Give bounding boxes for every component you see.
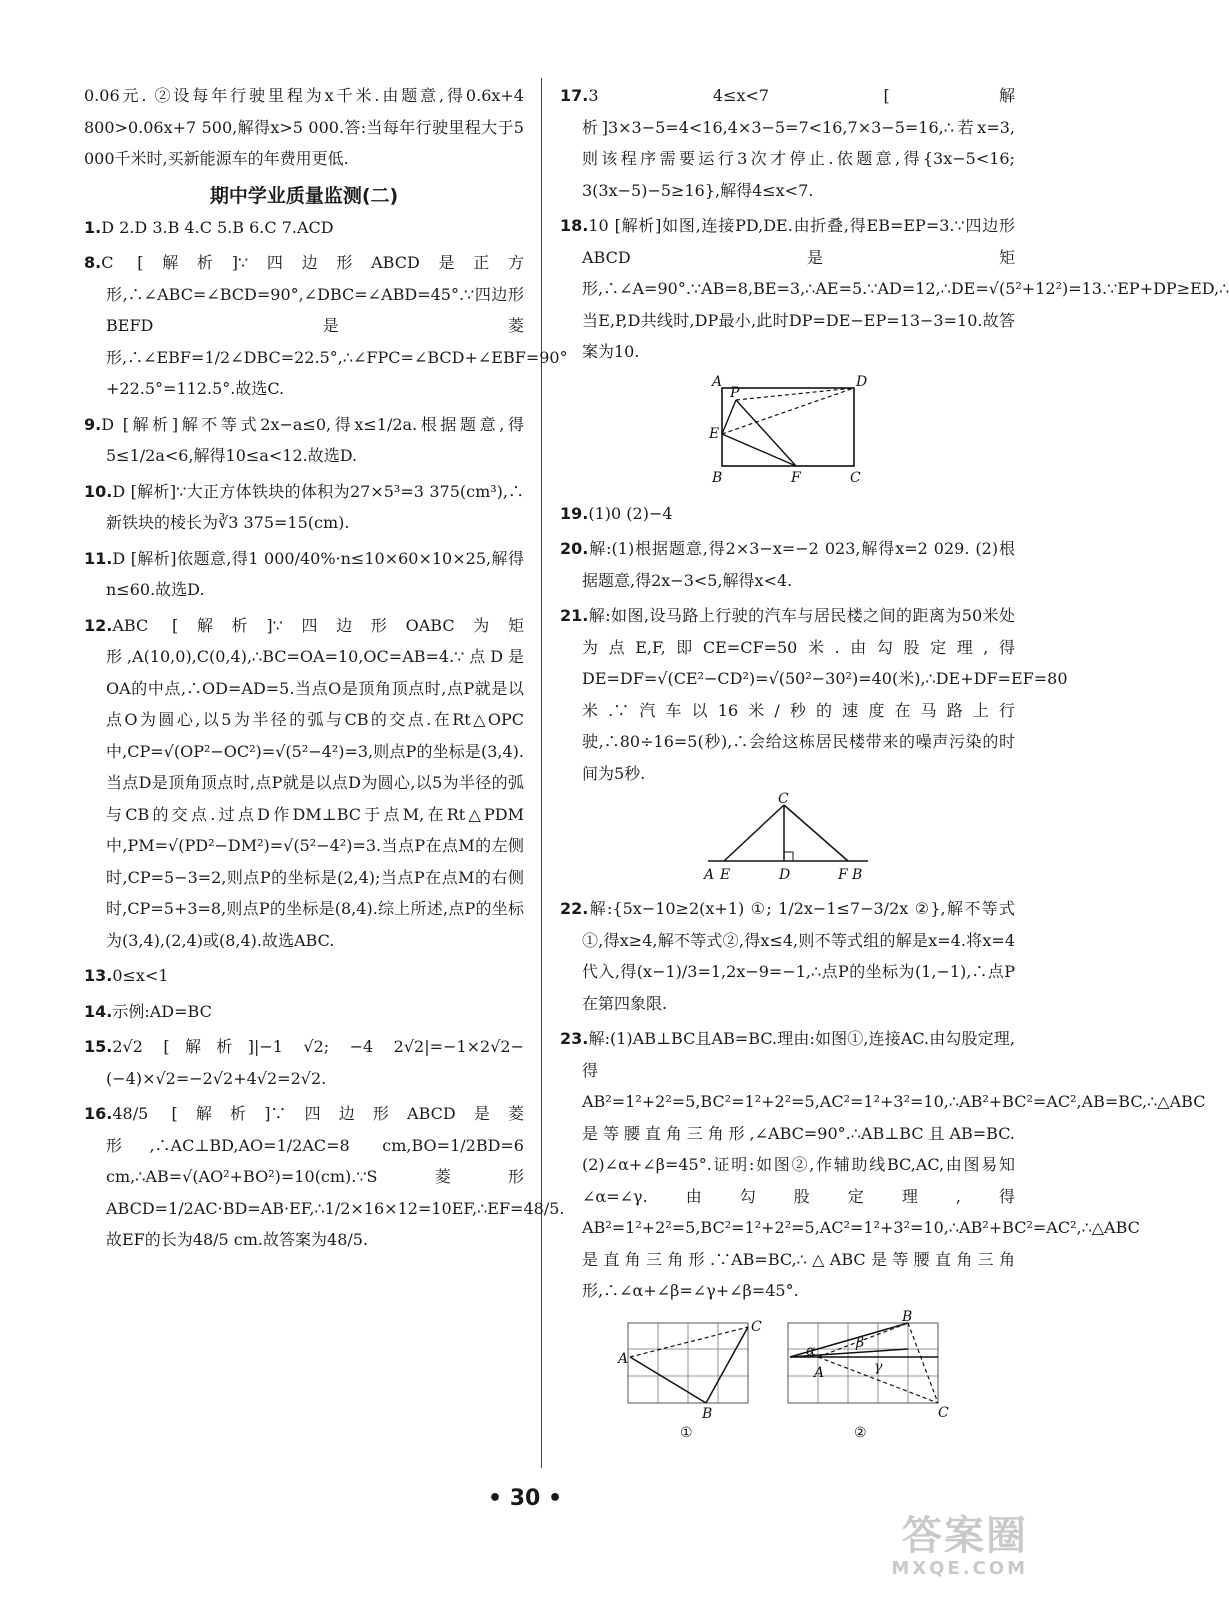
section-title: 期中学业质量监测(二): [209, 184, 399, 207]
watermark: [828, 1514, 1028, 1584]
answer-item: [560, 1023, 1206, 1307]
answer-item: [84, 543, 524, 606]
label-b: B: [901, 1308, 912, 1325]
label-a: A: [703, 867, 714, 883]
item-number: 1.: [84, 217, 102, 237]
answer-item: [84, 1098, 565, 1256]
answer-item: [560, 498, 1015, 530]
item-number: 23.: [560, 1029, 589, 1048]
label-d: D: [778, 867, 790, 883]
label-c: C: [777, 791, 789, 807]
segment-bc: [908, 1323, 938, 1403]
segment-pf: [736, 400, 796, 466]
item-text: D 2.D 3.B 4.C 5.B 6.C 7.ACD: [101, 217, 334, 237]
column-divider: [541, 78, 542, 1468]
page-number: • 30 •: [487, 1486, 563, 1511]
answer-item: [84, 610, 524, 957]
answer-item: [560, 600, 1068, 789]
left-column: [84, 80, 568, 1260]
label-b: B: [701, 1405, 712, 1422]
watermark-url: MXQE.COM: [891, 1558, 1028, 1579]
label-d: D: [855, 373, 867, 390]
label-a: A: [617, 1350, 628, 1367]
item-number: 16.: [84, 1104, 113, 1123]
rectangle-fold-figure: [708, 374, 868, 490]
answer-item: [560, 893, 1015, 1019]
item-number: 17.: [560, 86, 589, 105]
segment-ef: [722, 434, 796, 466]
figure-caption: ①: [679, 1424, 693, 1441]
label-p: P: [729, 384, 739, 401]
item-text: D [解析]∵大正方体铁块的体积为27×5³=3 375(cm³),∴新铁块的棱长为∛3 375=15(cm).: [106, 481, 524, 532]
item-text: C [解析]∵四边形ABCD是正方形,∴∠ABC=∠BCD=90°,∠DBC=∠ABD=45°.∵四边形BEFD是菱形,∴∠EBF=1/2∠DBC=22.5°,∴∠FPC=∠BCD+∠EBF=90°+22.5°=112.5°.故选C.: [101, 253, 568, 398]
triangle-road-figure: [698, 791, 878, 885]
item-number: 12.: [84, 615, 113, 635]
segment-cf: [784, 805, 848, 861]
answer-item: [84, 960, 524, 992]
item-number: 11.: [84, 548, 113, 568]
item-number: 8.: [84, 253, 102, 272]
segment-ab: [630, 1357, 706, 1403]
label-a: A: [711, 373, 722, 390]
item-number: 10.: [84, 481, 113, 501]
item-text: 0≤x<1: [112, 966, 169, 985]
right-column: [560, 80, 1229, 1449]
figure-caption: ②: [853, 1424, 867, 1441]
answer-item: [84, 409, 524, 472]
item-text: 解:如图,设马路上行驶的汽车与居民楼之间的距离为50米处为点E,F,即CE=CF=50米.由勾股定理,得DE=DF=√(CE²−CD²)=√(50²−30²)=40(米),∴DE+DF=EF=80米.∵汽车以16米/秒的速度在马路上行驶,∴80÷16=5(秒),∴会给这栋居民楼带来的噪声污染的时间为5秒.: [582, 606, 1068, 783]
item-text: 解:(1)根据题意,得2×3−x=−2 023,解得x=2 029. (2)根据题意,得2x−3<5,解得x<4.: [582, 539, 1015, 590]
item-number: 20.: [560, 539, 589, 558]
label-c: C: [750, 1318, 762, 1335]
answer-item: [560, 80, 1015, 206]
segment-ep: [722, 400, 736, 434]
label-alpha: α: [805, 1342, 815, 1359]
item-text: 10 [解析]如图,连接PD,DE.由折叠,得EB=EP=3.∵四边形ABCD是矩形,∴∠A=90°.∵AB=8,BE=3,∴AE=5.∵AD=12,∴DE=√(5²+12²)=13.∵EP+DP≥ED,∴当E,P,D共线时,DP最小,此时DP=DE−EP=13−3=10.故答案为10.: [582, 216, 1229, 361]
segment-ac: [630, 1327, 748, 1357]
item-text: 3 4≤x<7 [解析]3×3−5=4<16,4×3−5=7<16,7×3−5=16,∴若x=3,则该程序需要运行3次才停止.依题意,得{3x−5<16; 3(3x−5)−5≥16},解得4≤x<7.: [582, 86, 1015, 200]
answer-item: [84, 1031, 524, 1094]
watermark-text: 答案圈: [902, 1513, 1028, 1559]
segment-bc: [706, 1327, 748, 1403]
grid-figures: [617, 1308, 958, 1441]
answer-item: [560, 210, 1229, 368]
item-number: 15.: [84, 1037, 113, 1056]
label-b: B: [711, 469, 722, 486]
grid-figure-2: [788, 1309, 949, 1441]
item-number: 18.: [560, 216, 589, 235]
answer-item: [84, 476, 524, 539]
item-text: D [解析]依题意,得1 000/40%·n≤10×60×10×25,解得n≤60.故选D.: [106, 548, 524, 599]
answer-item: [84, 212, 524, 244]
label-c: C: [937, 1404, 949, 1421]
item-text: 48/5 [解析]∵四边形ABCD是菱形,∴AC⊥BD,AO=1/2AC=8 cm,BO=1/2BD=6 cm,∴AB=√(AO²+BO²)=10(cm).∵S菱形ABCD=1/2AC·BD=AB·EF,∴1/2×16×12=10EF,∴EF=48/5.故EF的长为48/5 cm.故答案为48/5.: [106, 1104, 565, 1249]
item-number: 21.: [560, 606, 589, 625]
right-angle-mark: [784, 852, 793, 861]
item-number: 14.: [84, 1001, 113, 1021]
item-text: 解:(1)AB⊥BC且AB=BC.理由:如图①,连接AC.由勾股定理,得AB²=1²+2²=5,BC²=1²+2²=5,AC²=1²+3²=10,∴AB²+BC²=AC²,AB=BC,∴△ABC是等腰直角三角形,∠ABC=90°.∴AB⊥BC且AB=BC. (2)∠α+∠β=45°.证明:如图②,作辅助线BC,AC,由图易知∠α=∠γ.由勾股定理,得AB²=1²+2²=5,BC²=1²+2²=5,AC²=1²+3²=10,∴AB²+BC²=AC²,∴△ABC是直角三角形.∵AB=BC,∴△ABC是等腰直角三角形,∴∠α+∠β=∠γ+∠β=45°.: [582, 1029, 1206, 1300]
label-e: E: [719, 867, 730, 883]
item-number: 13.: [84, 966, 113, 985]
item-number: 19.: [560, 503, 589, 523]
label-beta: β: [855, 1334, 864, 1351]
item-text: D [解析]解不等式2x−a≤0,得x≤1/2a.根据题意,得5≤1/2a<6,解得10≤a<12.故选D.: [101, 414, 524, 465]
label-f: F: [790, 469, 801, 486]
label-b: B: [851, 867, 862, 883]
segment-ce: [724, 805, 784, 861]
item-text: ABC [解析]∵四边形OABC为矩形,A(10,0),C(0,4),∴BC=OA=10,OC=AB=4.∵点D是OA的中点,∴OD=AD=5.当点O是顶角顶点时,点P就是以点O为圆心,以5为半径的弧与CB的交点.在Rt△OPC中,CP=√(OP²−OC²)=√(5²−4²)=3,则点P的坐标是(3,4).当点D是顶角顶点时,点P就是以点D为圆心,以5为半径的弧与CB的交点.过点D作DM⊥BC于点M,在Rt△PDM中,PM=√(PD²−DM²)=√(5²−4²)=3.当点P在点M的左侧时,CP=5−3=2,则点P的坐标是(2,4);当点P在点M的右侧时,CP=5+3=8,则点P的坐标是(8,4).综上所述,点P的坐标为(3,4),(2,4)或(8,4).故选ABC.: [106, 615, 524, 950]
answer-item: [84, 996, 524, 1028]
item-text: (1)0 (2)−4: [588, 503, 673, 523]
item-text: 示例:AD=BC: [112, 1001, 212, 1021]
label-a: A: [813, 1364, 824, 1381]
item-number: 9.: [84, 414, 102, 434]
item-text: 解:{5x−10≥2(x+1) ①; 1/2x−1≤7−3/2x ②},解不等式①,得x≥4,解不等式②,得x≤4,则不等式组的解是x=4.将x=4代入,得(x−1)/3=1,2x−9=−1,∴点P的坐标为(1,−1),∴点P在第四象限.: [582, 899, 1015, 1013]
intro-paragraph: 0.06元. ②设每年行驶里程为x千米.由题意,得0.6x+4 800>0.06x+7 500,解得x>5 000.答:当每年行驶里程大于5 000千米时,买新能源车的年费用更低.: [84, 86, 524, 168]
label-e: E: [708, 425, 719, 442]
label-gamma: γ: [873, 1358, 882, 1375]
answer-item: [560, 533, 1015, 596]
item-number: 22.: [560, 899, 589, 918]
answer-item: [84, 247, 568, 405]
label-f: F: [837, 867, 848, 883]
grid-figure-1: [616, 1319, 762, 1441]
label-c: C: [849, 469, 861, 486]
item-text: 2√2 [解析]|−1 √2; −4 2√2|=−1×2√2−(−4)×√2=−2√2+4√2=2√2.: [106, 1037, 524, 1088]
